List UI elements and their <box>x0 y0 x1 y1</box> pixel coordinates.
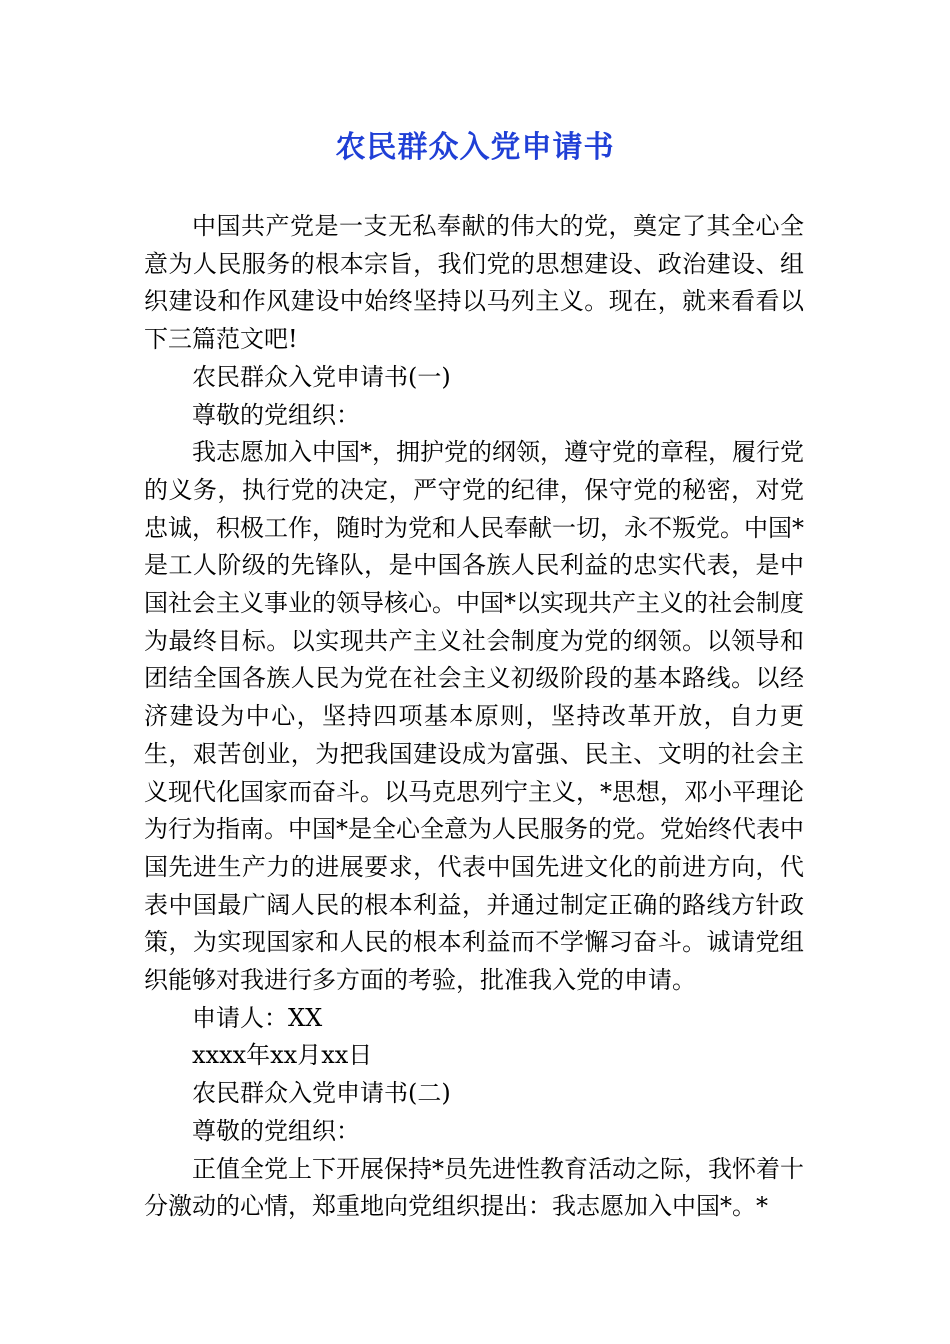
section-heading-2: 农民群众入党申请书(二) <box>192 1079 451 1108</box>
salutation-2: 尊敬的党组织： <box>192 1116 360 1145</box>
body-paragraph-2: 正值全党上下开展保持*员先进性教育活动之际，我怀着十分激动的心情，郑重地向党组织提出：我志愿加入中国*。* <box>144 1154 804 1221</box>
document-body <box>144 208 804 1226</box>
section-heading-1: 农民群众入党申请书(一) <box>192 362 451 391</box>
salutation-1: 尊敬的党组织： <box>192 400 360 429</box>
document-title: 农民群众入党申请书 <box>335 130 615 165</box>
applicant-line: 申请人：XX <box>192 1003 323 1032</box>
body-paragraph-1: 我志愿加入中国*，拥护党的纲领，遵守党的章程，履行党的义务，执行党的决定，严守党的纪律，保守党的秘密，对党忠诚，积极工作，随时为党和人民奉献一切，永不叛党。中国*是工人阶级的先锋队，是中国各族人民利益的忠实代表，是中国社会主义事业的领导核心。中国*以实现共产主义的社会制度为最终目标。以实现共产主义社会制度为党的纲领。以领导和团结全国各族人民为党在社会主义初级阶段的基本路线。以经济建设为中心，坚持四项基本原则，坚持改革开放，自力更生，艰苦创业，为把我国建设成为富强、民主、文明的社会主义现代化国家而奋斗。以马克思列宁主义，*思想，邓小平理论为行为指南。中国*是全心全意为人民服务的党。党始终代表中国先进生产力的进展要求，代表中国先进文化的前进方向，代表中国最广阔人民的根本利益，并通过制定正确的路线方针政策，为实现国家和人民的根本利益而不学懈习奋斗。诚请党组织能够对我进行多方面的考验，批准我入党的申请。 <box>144 438 804 995</box>
intro-paragraph: 中国共产党是一支无私奉献的伟大的党，奠定了其全心全意为人民服务的根本宗旨，我们党的思想建设、政治建设、组织建设和作风建设中始终坚持以马列主义。现在，就来看看以下三篇范文吧! <box>144 212 804 354</box>
date-line: xxxx年xx月xx日 <box>192 1041 373 1070</box>
